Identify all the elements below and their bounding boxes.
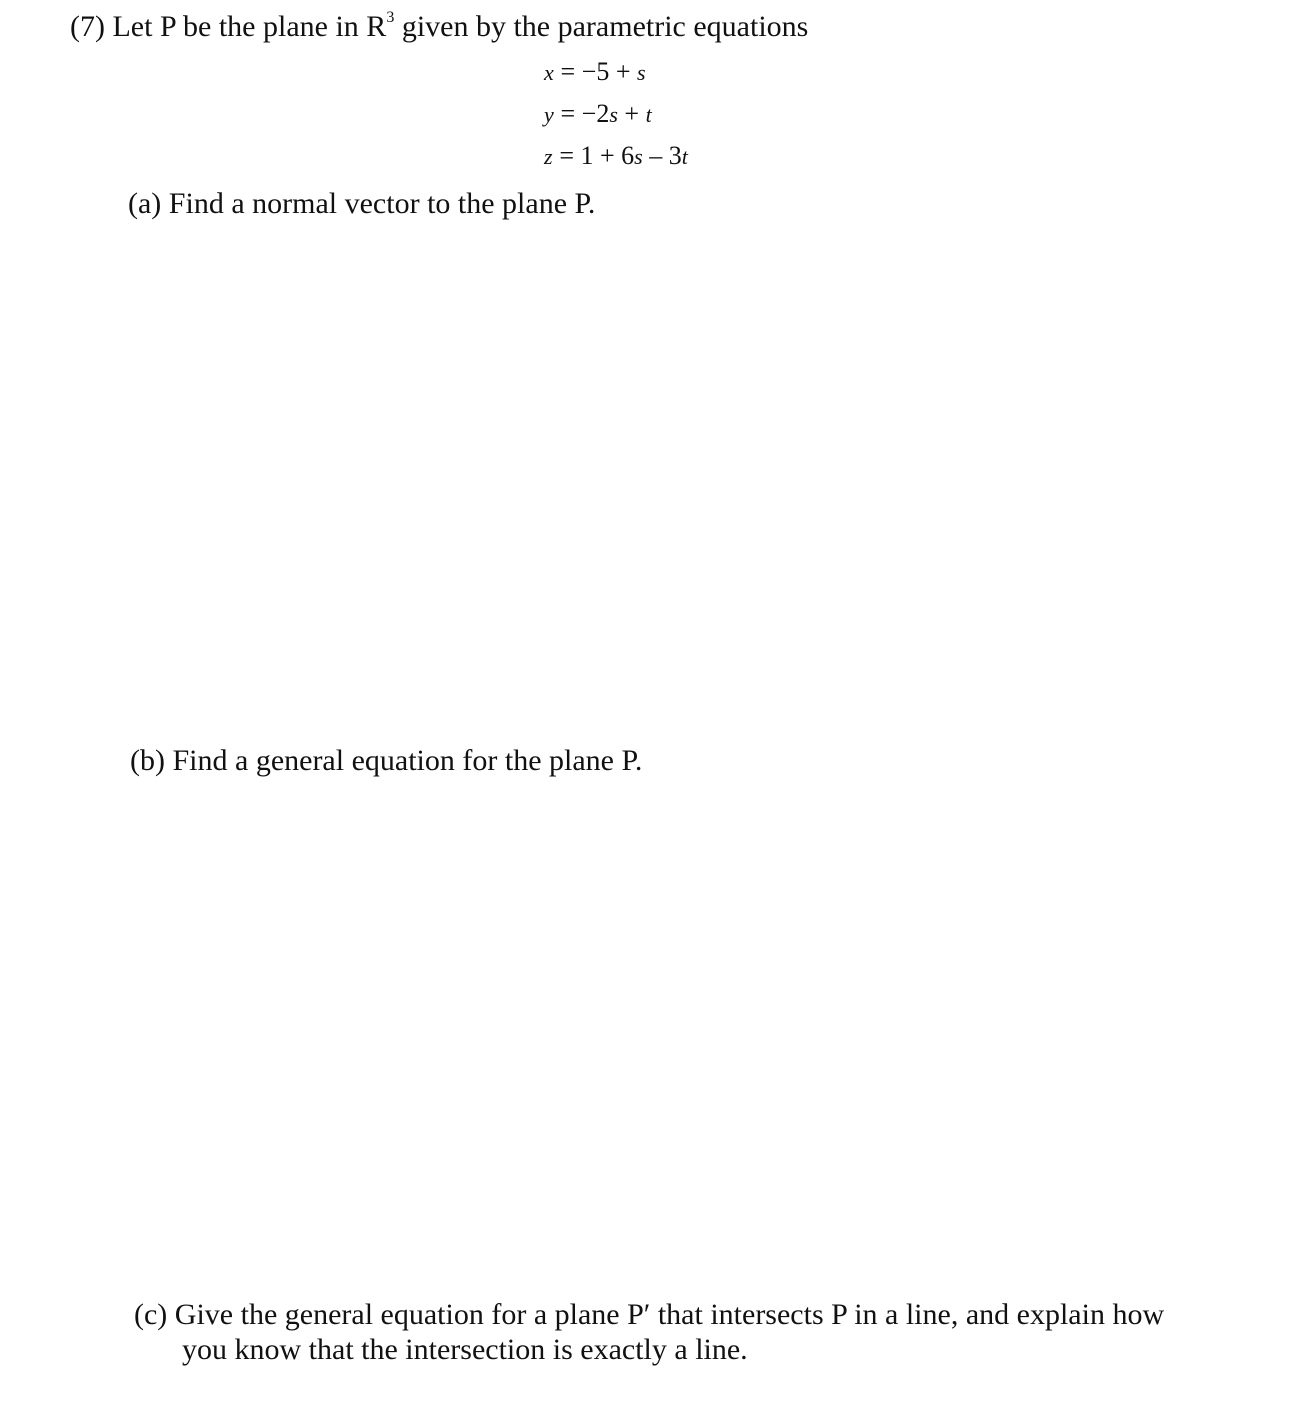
equation-y-rhs-4: t — [645, 102, 652, 127]
equation-z-rhs-4: t — [681, 144, 688, 169]
equation-z-rhs-1: = 1 + 6 — [559, 141, 635, 170]
equation-x-rhs-2: s — [637, 60, 646, 85]
equation-y — [544, 100, 652, 127]
equation-y-rhs-2: s — [609, 102, 618, 127]
equation-x — [544, 58, 646, 85]
part-c-question-line1: (c) Give the general equation for a plane P′ that intersects P in a line, and explain how — [134, 1298, 1165, 1331]
part-b-question: (b) Find a general equation for the plane P. — [130, 744, 643, 777]
equation-z-rhs-2: s — [634, 144, 643, 169]
equation-x-lhs: x — [544, 60, 554, 85]
equation-z-rhs-3: – 3 — [642, 141, 682, 170]
equation-x-rhs-1: = −5 + — [560, 57, 638, 86]
equation-z — [544, 142, 688, 169]
part-a-question: (a) Find a normal vector to the plane P. — [128, 187, 596, 220]
equation-y-rhs-3: + — [617, 99, 646, 128]
part-c-question-line2: you know that the intersection is exactly a line. — [182, 1333, 748, 1366]
problem-intro-text: (7) Let P be the plane in R — [70, 10, 387, 43]
equation-y-lhs: y — [544, 102, 554, 127]
problem-statement — [70, 10, 808, 42]
superscript-three: 3 — [386, 9, 395, 26]
problem-intro-tail: given by the parametric equations — [394, 10, 809, 43]
equation-y-rhs-1: = −2 — [560, 99, 610, 128]
equation-z-lhs: z — [544, 144, 553, 169]
